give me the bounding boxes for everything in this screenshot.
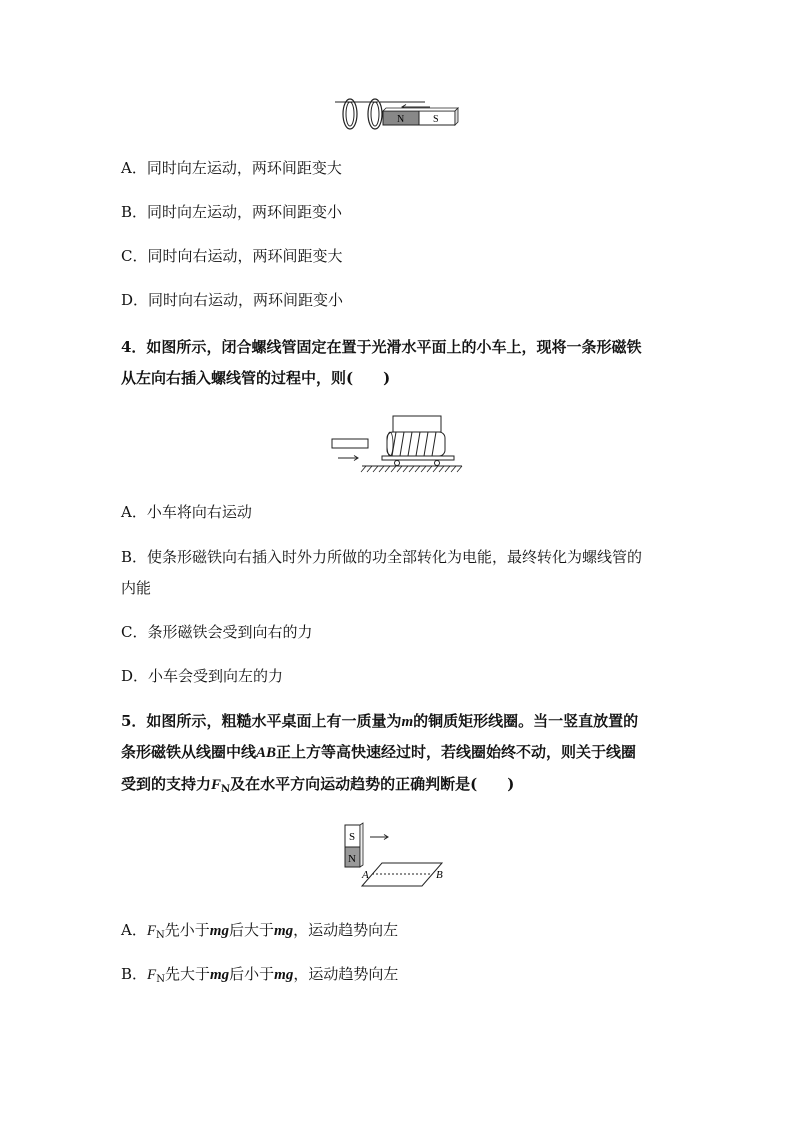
q3-option-c: C．同时向右运动，两环间距变大 <box>121 247 343 265</box>
magnet-n-label: N <box>348 853 356 865</box>
q3-option-a: A．同时向左运动，两环间距变大 <box>121 159 342 177</box>
q5-stem-line3: 受到的支持力$F_N$及在水平方向运动趋势的正确判断是( ) <box>121 775 515 795</box>
q4-option-b: B．使条形磁铁向右插入时外力所做的功全部转化为电能，最终转化为螺线管的 <box>121 548 643 566</box>
wheel-left <box>395 461 400 466</box>
magnet-coil-figure <box>340 823 460 893</box>
solenoid-cart-figure <box>330 412 470 480</box>
q3-option-b: B．同时向左运动，两环间距变小 <box>121 203 343 221</box>
q4-stem-line2: 从左向右插入螺线管的过程中，则( ) <box>121 369 391 387</box>
q5-option-a: A．$F_N$先小于mg后大于mg，运动趋势向左 <box>121 921 399 941</box>
magnet-n-label: N <box>397 114 405 125</box>
q5-option-b: B．$F_N$先大于mg后小于mg，运动趋势向左 <box>121 965 399 985</box>
q3-option-d: D．同时向右运动，两环间距变小 <box>121 291 344 309</box>
wheel-right <box>435 461 440 466</box>
label-b: B <box>436 869 443 881</box>
cart <box>382 456 454 460</box>
ring-right <box>368 99 382 129</box>
q4-option-d: D．小车会受到向左的力 <box>121 667 284 685</box>
q4-option-b-cont: 内能 <box>121 579 152 597</box>
q5-stem-line1: 5．如图所示，粗糙水平桌面上有一质量为m的铜质矩形线圈。当一竖直放置的 <box>121 712 639 730</box>
ring-left <box>343 99 357 129</box>
magnet-s-label: S <box>349 831 356 843</box>
q4-option-a: A．小车将向右运动 <box>121 503 252 521</box>
lead-box <box>393 416 441 432</box>
magnet-s-label: S <box>433 114 439 125</box>
q4-option-c: C．条形磁铁会受到向右的力 <box>121 623 313 641</box>
label-a: A <box>362 869 369 881</box>
rings-magnet-figure <box>330 96 460 136</box>
q5-stem-line2: 条形磁铁从线圈中线AB正上方等高快速经过时，若线圈始终不动，则关于线圈 <box>121 743 637 761</box>
q4-stem-line1: 4．如图所示，闭合螺线管固定在置于光滑水平面上的小车上，现将一条形磁铁 <box>121 338 642 356</box>
bar-magnet <box>332 439 368 448</box>
